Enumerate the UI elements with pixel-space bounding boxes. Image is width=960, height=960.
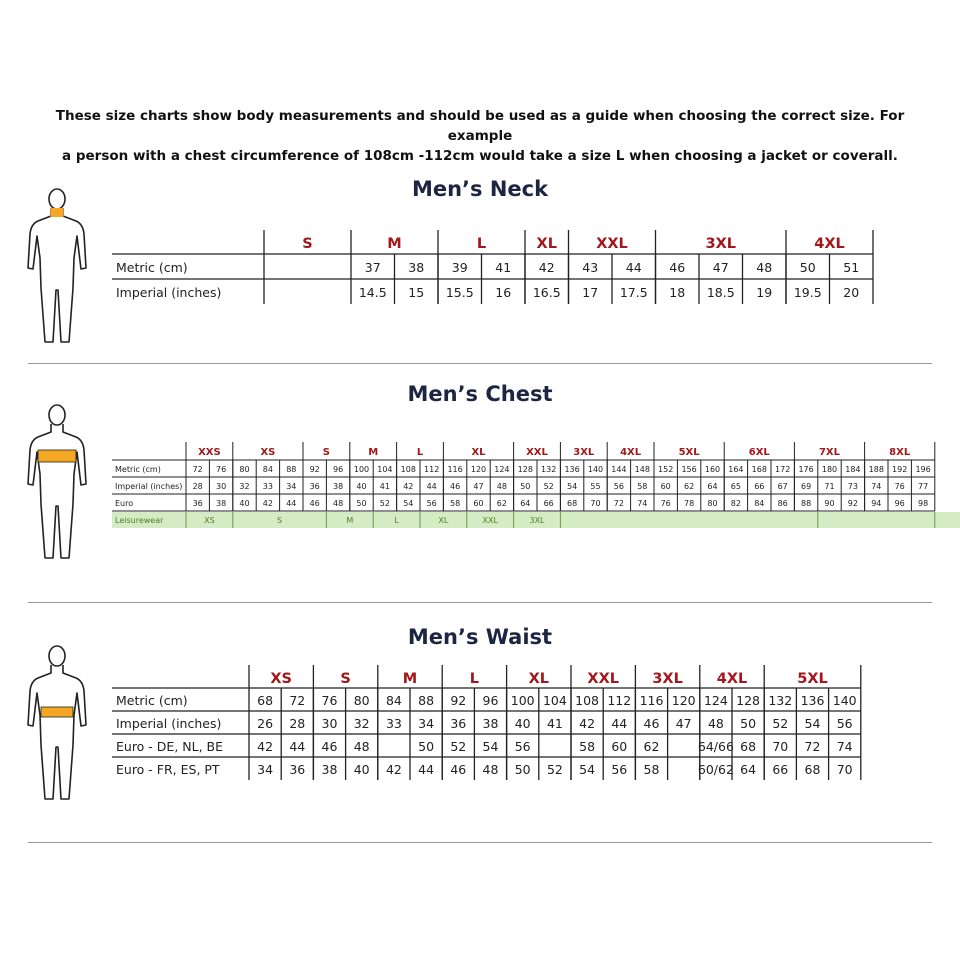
cell-value: 98 (918, 499, 929, 508)
size-header-6xl: 6XL (748, 447, 770, 458)
size-header-xs: XS (260, 447, 276, 458)
cell-value: 104 (542, 693, 567, 708)
cell-value: 73 (847, 482, 858, 491)
cell-value: 15.5 (445, 285, 474, 300)
cell-value: 54 (579, 762, 596, 777)
cell-value: 42 (538, 260, 555, 275)
cell-value: 72 (804, 739, 821, 754)
leisurewear-size: XXL (482, 516, 498, 525)
cell-value: 58 (637, 482, 648, 491)
cell-value: 56 (514, 739, 531, 754)
cell-value: 60 (611, 739, 628, 754)
cell-value: 128 (736, 693, 761, 708)
cell-value: 28 (192, 482, 203, 491)
cell-value: 140 (587, 465, 604, 474)
cell-value: 67 (777, 482, 788, 491)
leisurewear-size: S (277, 516, 283, 525)
divider-3 (28, 842, 932, 843)
cell-value: 76 (894, 482, 905, 491)
cell-value: 58 (643, 762, 660, 777)
row-label: Metric (cm) (115, 465, 161, 474)
cell-value: 30 (216, 482, 227, 491)
cell-value: 74 (871, 482, 882, 491)
cell-value: 36 (289, 762, 306, 777)
cell-value: 74 (836, 739, 853, 754)
size-header-s: S (340, 671, 351, 687)
size-header-4xl: 4XL (620, 447, 642, 458)
cell-value: 48 (756, 260, 773, 275)
cell-value: 70 (590, 499, 601, 508)
row-label: Imperial (inches) (115, 482, 183, 491)
cell-value: 88 (418, 693, 435, 708)
leisurewear-label: Leisurewear (115, 516, 164, 525)
cell-value: 48 (333, 499, 344, 508)
row-label: Imperial (inches) (116, 716, 222, 731)
size-header-xl: XL (471, 447, 486, 458)
cell-value: 51 (843, 260, 860, 275)
cell-value: 82 (730, 499, 741, 508)
cell-value: 38 (408, 260, 425, 275)
cell-value: 42 (579, 716, 596, 731)
cell-value: 18 (669, 285, 686, 300)
cell-value: 96 (894, 499, 905, 508)
cell-value: 44 (625, 260, 642, 275)
cell-value: 34 (286, 482, 297, 491)
size-header-l: L (416, 447, 424, 458)
cell-value: 112 (607, 693, 632, 708)
cell-value: 50 (799, 260, 816, 275)
size-header-xl: XL (536, 236, 557, 252)
neck-title: Men’s Neck (411, 177, 549, 201)
intro-text (40, 106, 920, 166)
cell-value: 148 (634, 465, 650, 474)
cell-value: 44 (426, 482, 437, 491)
size-header-8xl: 8XL (889, 447, 911, 458)
cell-value: 52 (450, 739, 467, 754)
cell-value: 42 (385, 762, 402, 777)
cell-value: 41 (495, 260, 512, 275)
size-header-4xl: 4XL (814, 236, 845, 252)
cell-value: 58 (579, 739, 596, 754)
cell-value: 64 (707, 482, 718, 491)
cell-value: 196 (915, 465, 931, 474)
cell-value: 39 (451, 260, 468, 275)
cell-value: 192 (892, 465, 908, 474)
cell-value: 20 (843, 285, 860, 300)
cell-value: 188 (868, 465, 884, 474)
cell-value: 40 (356, 482, 367, 491)
waist-highlight (41, 707, 73, 717)
size-header-s: S (302, 236, 313, 252)
size-header-xxl: XXL (587, 671, 620, 687)
cell-value: 19 (756, 285, 773, 300)
cell-value: 116 (639, 693, 664, 708)
cell-value: 74 (637, 499, 648, 508)
cell-value: 80 (707, 499, 718, 508)
row-label: Euro - FR, ES, PT (116, 762, 220, 777)
cell-value: 90 (824, 499, 835, 508)
cell-value: 42 (403, 482, 414, 491)
cell-value: 26 (257, 716, 274, 731)
cell-value: 33 (262, 482, 273, 491)
cell-value: 42 (262, 499, 273, 508)
size-header-5xl: 5XL (678, 447, 700, 458)
cell-value: 47 (712, 260, 729, 275)
cell-value: 76 (321, 693, 338, 708)
cell-value: 76 (216, 465, 227, 474)
cell-value: 160 (704, 465, 721, 474)
cell-value: 52 (772, 716, 789, 731)
cell-value: 77 (918, 482, 929, 491)
cell-value: 19.5 (793, 285, 822, 300)
cell-value: 60 (473, 499, 484, 508)
cell-value: 132 (768, 693, 793, 708)
cell-value: 152 (658, 465, 674, 474)
cell-value: 96 (482, 693, 499, 708)
neck-highlight (51, 208, 64, 217)
chest-title: Men’s Chest (407, 382, 553, 406)
size-header-3xl: 3XL (573, 447, 595, 458)
cell-value: 80 (353, 693, 370, 708)
cell-value: 112 (424, 465, 440, 474)
cell-value: 58 (450, 499, 461, 508)
cell-value: 48 (496, 482, 507, 491)
cell-value: 71 (824, 482, 835, 491)
row-label: Metric (cm) (116, 693, 188, 708)
leisurewear-size: XL (438, 516, 449, 525)
cell-value: 72 (192, 465, 203, 474)
leisurewear-size: M (346, 516, 354, 525)
cell-value: 64 (740, 762, 757, 777)
cell-value: 168 (751, 465, 767, 474)
cell-value: 40 (353, 762, 370, 777)
person-chest-icon (22, 402, 92, 562)
intro-line-1: These size charts show body measurements and should be used as a guide when choosing the correct size. For example (55, 108, 905, 144)
cell-value: 50 (520, 482, 531, 491)
cell-value: 17 (582, 285, 599, 300)
cell-value: 62 (684, 482, 695, 491)
size-header-xs: XS (270, 671, 293, 687)
cell-value: 180 (821, 465, 838, 474)
cell-value: 38 (482, 716, 499, 731)
cell-value: 44 (418, 762, 435, 777)
cell-value: 69 (801, 482, 812, 491)
cell-value: 88 (801, 499, 812, 508)
cell-value: 46 (669, 260, 686, 275)
cell-value: 52 (546, 762, 563, 777)
cell-value: 56 (836, 716, 853, 731)
size-header-m: M (402, 671, 418, 687)
cell-value: 42 (257, 739, 274, 754)
cell-value: 33 (385, 716, 402, 731)
cell-value: 64/66 (697, 739, 734, 754)
size-header-7xl: 7XL (818, 447, 841, 458)
cell-value: 65 (730, 482, 741, 491)
cell-value: 14.5 (358, 285, 387, 300)
cell-value: 60 (660, 482, 671, 491)
cell-value: 156 (681, 465, 697, 474)
cell-value: 60/62 (697, 762, 734, 777)
cell-value: 80 (239, 465, 250, 474)
cell-value: 164 (728, 465, 744, 474)
cell-value: 120 (470, 465, 487, 474)
leisurewear-size: 3XL (529, 516, 545, 525)
size-header-xxs: XXS (198, 447, 221, 458)
cell-value: 36 (309, 482, 320, 491)
cell-value: 72 (613, 499, 624, 508)
size-header-3xl: 3XL (705, 236, 737, 252)
size-header-5xl: 5XL (797, 671, 828, 687)
cell-value: 184 (845, 465, 861, 474)
cell-value: 68 (804, 762, 821, 777)
cell-value: 17.5 (619, 285, 648, 300)
size-header-xl: XL (528, 671, 550, 687)
cell-value: 54 (567, 482, 578, 491)
cell-value: 56 (426, 499, 437, 508)
cell-value: 28 (289, 716, 306, 731)
cell-value: 100 (510, 693, 535, 708)
cell-value: 66 (772, 762, 789, 777)
divider-2 (28, 602, 932, 603)
cell-value: 16.5 (532, 285, 561, 300)
cell-value: 52 (379, 499, 390, 508)
size-header-4xl: 4XL (716, 671, 748, 687)
cell-value: 50 (356, 499, 367, 508)
cell-value: 48 (482, 762, 499, 777)
waist-table (112, 663, 892, 781)
cell-value: 34 (257, 762, 274, 777)
cell-value: 96 (333, 465, 344, 474)
cell-value: 68 (740, 739, 757, 754)
cell-value: 46 (309, 499, 320, 508)
cell-value: 94 (871, 499, 882, 508)
cell-value: 136 (800, 693, 825, 708)
cell-value: 50 (740, 716, 757, 731)
cell-value: 120 (671, 693, 696, 708)
cell-value: 172 (775, 465, 791, 474)
cell-value: 84 (262, 465, 273, 474)
cell-value: 56 (611, 762, 628, 777)
cell-value: 66 (543, 499, 554, 508)
cell-value: 132 (541, 465, 557, 474)
row-label: Metric (cm) (116, 260, 188, 275)
leisurewear-size: L (394, 516, 399, 525)
cell-value: 44 (289, 739, 306, 754)
cell-value: 70 (836, 762, 853, 777)
cell-value: 54 (403, 499, 414, 508)
cell-value: 108 (575, 693, 600, 708)
size-header-3xl: 3XL (652, 671, 683, 687)
cell-value: 62 (496, 499, 507, 508)
cell-value: 30 (321, 716, 338, 731)
cell-value: 15 (408, 285, 425, 300)
cell-value: 32 (353, 716, 370, 731)
cell-value: 86 (777, 499, 788, 508)
cell-value: 38 (333, 482, 344, 491)
cell-value: 44 (611, 716, 628, 731)
size-header-m: M (368, 447, 379, 458)
size-header-l: L (469, 671, 480, 687)
cell-value: 44 (286, 499, 297, 508)
cell-value: 124 (703, 693, 728, 708)
cell-value: 34 (418, 716, 435, 731)
cell-value: 62 (643, 739, 660, 754)
cell-value: 38 (321, 762, 338, 777)
waist-title: Men’s Waist (407, 625, 553, 649)
cell-value: 41 (546, 716, 563, 731)
cell-value: 36 (192, 499, 203, 508)
cell-value: 88 (286, 465, 297, 474)
size-header-m: M (387, 236, 402, 252)
cell-value: 36 (450, 716, 467, 731)
row-label: Euro - DE, NL, BE (116, 739, 223, 754)
cell-value: 66 (754, 482, 765, 491)
size-header-s: S (322, 447, 331, 458)
chest-highlight (38, 450, 76, 462)
cell-value: 92 (309, 465, 320, 474)
cell-value: 92 (450, 693, 467, 708)
cell-value: 48 (707, 716, 724, 731)
cell-value: 68 (567, 499, 578, 508)
cell-value: 48 (353, 739, 370, 754)
cell-value: 54 (482, 739, 499, 754)
cell-value: 55 (590, 482, 601, 491)
person-neck-icon (22, 186, 92, 346)
person-waist-icon (22, 643, 92, 803)
cell-value: 38 (216, 499, 227, 508)
cell-value: 46 (643, 716, 660, 731)
cell-value: 46 (450, 482, 461, 491)
cell-value: 47 (675, 716, 692, 731)
cell-value: 40 (239, 499, 250, 508)
cell-value: 56 (613, 482, 624, 491)
cell-value: 176 (798, 465, 814, 474)
cell-value: 50 (514, 762, 531, 777)
cell-value: 47 (473, 482, 484, 491)
cell-value: 40 (514, 716, 531, 731)
cell-value: 43 (582, 260, 599, 275)
cell-value: 68 (257, 693, 274, 708)
cell-value: 37 (364, 260, 381, 275)
cell-value: 100 (353, 465, 370, 474)
leisurewear-size: XS (204, 516, 215, 525)
cell-value: 92 (847, 499, 858, 508)
divider-1 (28, 363, 932, 364)
cell-value: 104 (377, 465, 393, 474)
row-label: Imperial (inches) (116, 285, 222, 300)
cell-value: 50 (418, 739, 435, 754)
cell-value: 70 (772, 739, 789, 754)
cell-value: 16 (495, 285, 512, 300)
cell-value: 128 (517, 465, 533, 474)
row-label: Euro (115, 499, 134, 508)
size-header-l: L (476, 236, 487, 252)
cell-value: 52 (543, 482, 554, 491)
cell-value: 32 (239, 482, 250, 491)
cell-value: 84 (754, 499, 765, 508)
cell-value: 18.5 (706, 285, 735, 300)
cell-value: 46 (450, 762, 467, 777)
cell-value: 108 (400, 465, 416, 474)
cell-value: 41 (379, 482, 390, 491)
chest-table (112, 440, 934, 530)
cell-value: 78 (684, 499, 695, 508)
cell-value: 76 (660, 499, 671, 508)
size-header-xxl: XXL (596, 236, 628, 252)
cell-value: 84 (385, 693, 402, 708)
cell-value: 124 (494, 465, 510, 474)
intro-line-2: a person with a chest circumference of 108cm -112cm would take a size L when choosing a jacket or coverall. (62, 148, 898, 164)
size-header-xxl: XXL (526, 447, 548, 458)
cell-value: 144 (611, 465, 627, 474)
cell-value: 64 (520, 499, 531, 508)
cell-value: 46 (321, 739, 338, 754)
cell-value: 136 (564, 465, 580, 474)
cell-value: 54 (804, 716, 821, 731)
neck-table (112, 226, 872, 310)
cell-value: 72 (289, 693, 306, 708)
cell-value: 116 (447, 465, 463, 474)
cell-value: 140 (832, 693, 857, 708)
